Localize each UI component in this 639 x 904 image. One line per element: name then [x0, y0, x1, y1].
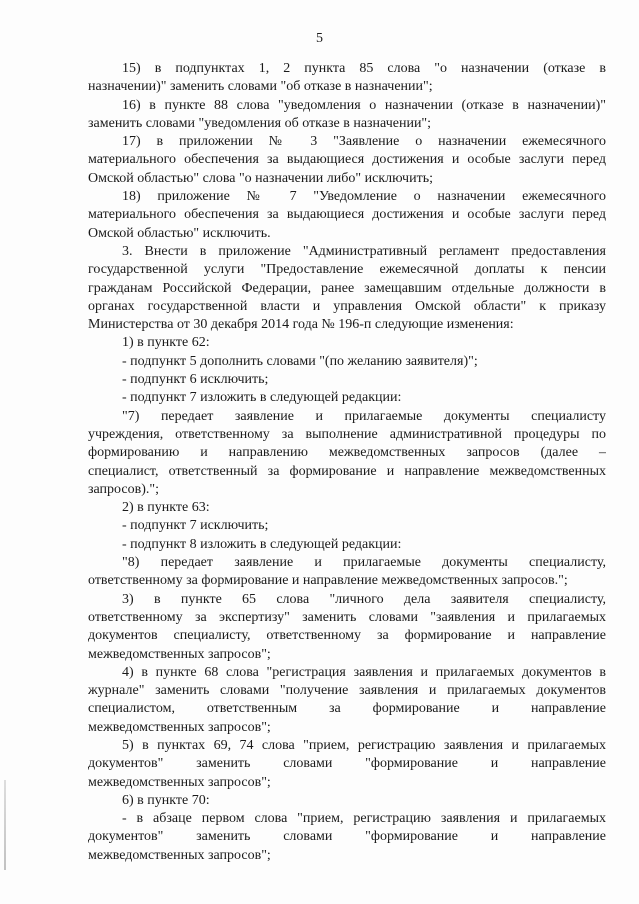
text-line: ответственному за формирование и направление межведомственных запросов."; — [88, 573, 568, 589]
text-line: журнале" заменить словами "получение заявления и прилагаемых документов — [88, 683, 606, 699]
text-line: материального обеспечения за выдающиеся достижения и особые заслуги перед — [88, 152, 606, 168]
text-line: - подпункт 7 изложить в следующей редакции: — [122, 390, 402, 406]
text-line: 3) в пункте 65 слова "личного дела заявителя специалисту, — [122, 591, 606, 607]
text-line: 1) в пункте 62: — [122, 335, 210, 351]
text-line: учреждения, ответственному за выполнение административной процедуры по — [88, 426, 606, 442]
text-line: 15) в подпунктах 1, 2 пункта 85 слова "о назначении (отказе в — [122, 61, 606, 76]
text-line: Омской областью" исключить. — [88, 225, 271, 241]
text-line: формированию и направлению межведомственных запросов (далее – — [88, 445, 606, 461]
text-line: 6) в пункте 70: — [122, 792, 210, 808]
text-line: 17) в приложении № 3 "Заявление о назначении ежемесячного — [122, 134, 606, 150]
text-line: - подпункт 8 изложить в следующей редакции: — [122, 536, 402, 552]
text-line: межведомственных запросов"; — [88, 719, 271, 735]
text-line: Министерства от 30 декабря 2014 года № 196-п следующие изменения: — [88, 317, 514, 333]
text-line: "7) передает заявление и прилагаемые документы специалисту — [122, 408, 606, 424]
text-line: - подпункт 6 исключить; — [122, 372, 269, 388]
text-line: 3. Внести в приложение "Административный регламент предоставления — [122, 243, 606, 259]
text-line: документов" заменить словами "формирование и направление — [88, 756, 606, 772]
text-line: "8) передает заявление и прилагаемые документы специалисту, — [122, 555, 606, 571]
text-line: межведомственных запросов"; — [88, 774, 271, 790]
text-line: материального обеспечения за выдающиеся достижения и особые заслуги перед — [88, 207, 606, 223]
text-line: межведомственных запросов"; — [88, 646, 271, 662]
text-line: органах государственной власти и управления Омской области" к приказу — [88, 298, 606, 314]
page-number: 5 — [316, 31, 323, 46]
text-line: государственной услуги "Предоставление ежемесячной доплаты к пенсии — [88, 262, 606, 278]
text-line: Омской областью" слова "о назначении либо" исключить; — [88, 170, 433, 186]
text-line: документов специалисту, ответственному за формирование и направление — [88, 628, 606, 644]
text-line: 4) в пункте 68 слова "регистрация заявления и прилагаемых документов в — [122, 664, 606, 680]
text-line: назначении)" заменить словами "об отказе в назначении"; — [88, 79, 433, 95]
text-line: документов" заменить словами "формирование и направление — [88, 829, 606, 845]
text-line: 18) приложение № 7 "Уведомление о назначении ежемесячного — [122, 189, 606, 205]
text-line: 5) в пунктах 69, 74 слова "прием, регистрацию заявления и прилагаемых — [122, 737, 606, 753]
text-line: межведомственных запросов"; — [88, 847, 271, 863]
scan-edge-mark — [4, 780, 6, 870]
text-line: - в абзаце первом слова "прием, регистрацию заявления и прилагаемых — [122, 811, 606, 827]
text-line: - подпункт 7 исключить; — [122, 518, 269, 534]
text-line: заменить словами "уведомления об отказе в назначении"; — [88, 115, 432, 131]
text-line: - подпункт 5 дополнить словами "(по желанию заявителя)"; — [122, 353, 478, 369]
text-line: гражданам Российской Федерации, ранее замещавшим отдельные должности в — [88, 280, 606, 296]
text-line: 2) в пункте 63: — [122, 500, 210, 516]
document-body — [88, 60, 606, 865]
text-line: специалист, ответственный за формирование и направление межведомственных — [88, 463, 606, 479]
text-line: запросов)."; — [88, 481, 159, 497]
text-line: ответственному за экспертизу" заменить словами "заявления и прилагаемых — [88, 609, 606, 625]
text-line: 16) в пункте 88 слова "уведомления о назначении (отказе в назначении)" — [122, 97, 606, 113]
text-line: специалистом, ответственным за формирование и направление — [88, 701, 606, 717]
